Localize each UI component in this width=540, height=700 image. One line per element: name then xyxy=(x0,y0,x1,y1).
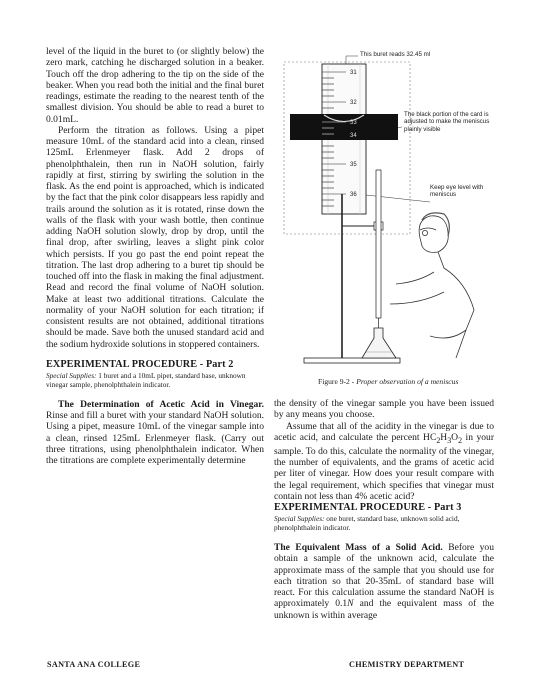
text-run: in your sample. To do this, calculate the normality of the vinegar, the number of equivalents, and the grams of acetic acid per liter of vinegar. How does your result compare with the legal requirement, which specifies that vinegar must contain not less than 4% acetic acid? xyxy=(274,431,494,502)
caption-text: Proper observation of a meniscus xyxy=(356,377,459,386)
right-column xyxy=(274,398,494,621)
subheading-acetic-acid: The Determination of Acetic Acid in Vinegar. xyxy=(58,398,264,410)
supplies-label: Special Supplies: xyxy=(46,370,97,380)
figure-caption xyxy=(318,377,458,386)
supplies-text: 1 buret and a 10mL pipet, standard base, unknown vinegar sample, phenolphthalein indicator. xyxy=(46,370,246,389)
heading-part-2: EXPERIMENTAL PROCEDURE - Part 2 xyxy=(46,358,234,370)
paragraph-density: the density of the vinegar sample you have been issued by any means you choose. xyxy=(274,398,494,421)
paragraph-acetic-acid xyxy=(46,399,264,467)
label-black-card: The black portion of the card is adjusted to make the meniscus plainly visible xyxy=(404,111,490,133)
paragraph-acetic-acid-text: Rinse and fill a buret with your standard NaOH solution. Using a pipet, measure 10mL of the vinegar sample into a clean, rinsed 125mL Erlenmeyer flask. (Carry out three titrations, using phenolphthalein indicator. When the titrations are complete experimentally determine xyxy=(46,410,264,466)
text-run: O xyxy=(451,431,459,443)
scale-number-35: 35 xyxy=(350,162,357,168)
special-supplies-part-3 xyxy=(274,514,494,532)
left-column xyxy=(46,46,264,466)
text-run: and the equivalent mass of the unknown is within average xyxy=(274,598,494,621)
footer-department: CHEMISTRY DEPARTMENT xyxy=(349,660,465,669)
subscript: 3 xyxy=(447,435,452,445)
subscript: 2 xyxy=(458,435,463,445)
paragraph-equivalent-mass xyxy=(274,542,494,621)
text-run: Before you obtain a sample of the unknown acid, calculate the approximate mass of the sample that you should use for each titration so that 20-35mL of standard base will react. For this calculation assume the standard NaOH is approximately 0.1 xyxy=(274,542,494,610)
special-supplies-part-2 xyxy=(46,371,264,389)
heading-part-3: EXPERIMENTAL PROCEDURE - Part 3 xyxy=(274,502,462,514)
supplies-text: one buret, standard base, unknown solid acid, phenolphthalein indicator. xyxy=(274,514,460,533)
italic-n: N xyxy=(347,598,354,610)
paragraph-buret-reading: level of the liquid in the buret to (or slightly below) the zero mark, catching he discharged solution in a beaker. Touch off the drop adhering to the tip on the side of the beaker. When you read both the initial and the final buret readings, estimate the reading to the nearest tenth of the smallest division. You should be able to read a buret to 0.01mL. xyxy=(46,46,265,125)
supplies-label: Special Supplies: xyxy=(274,514,325,524)
titration-illustration xyxy=(270,42,500,392)
paragraph-percent-acetic xyxy=(274,421,494,503)
subscript: 2 xyxy=(436,435,441,445)
subheading-equivalent-mass: The Equivalent Mass of a Solid Acid. xyxy=(274,542,443,554)
caption-prefix: Figure 9-2 - xyxy=(318,377,357,386)
text-run: H xyxy=(440,431,448,443)
paragraph-titration-procedure: Perform the titration as follows. Using a pipet measure 10mL of the standard acid into a clean, rinsed 125mL Erlenmeyer flask. Add 2 drops of phenolphthalein, then run in NaOH solution, fairly rapidly at first, stirring by swirling the solution in the flask. As the end point is approached, which is indicated by the fact that the pink color disappears less rapidly and trails around the solution as it is rotated, rinse down the walls of the flask with your wash bottle, then continue adding NaOH solution slowly, drop by drop, until the final drop, after swirling, leaves a slight pink color which persists. If you go past the end point repeat the titration. The last drop adhering to a buret tip should be touched off into the flask in making the final adjustment. Read and record the final volume of NaOH solution. Make at least two additional titrations. Calculate the normality of your NaOH solution for each titration; if consistent results are not obtained, additional titrations should be made. Save both the unused standard acid and the sodium hydroxide solutions in stoppered containers. xyxy=(46,124,264,350)
scale-number-34: 34 xyxy=(350,133,357,139)
footer-college: SANTA ANA COLLEGE xyxy=(47,660,141,669)
scale-number-31: 31 xyxy=(350,70,357,76)
label-buret-reads: This buret reads 32.45 ml xyxy=(360,51,431,58)
scale-number-36: 36 xyxy=(350,192,357,198)
meniscus-figure xyxy=(270,42,500,392)
label-eye-level: Keep eye level with meniscus xyxy=(430,184,484,199)
text-run: Assume that all of the acidity in the vinegar is due to acetic acid, and calculate the percent HC xyxy=(274,420,494,443)
scale-number-32: 32 xyxy=(350,100,357,106)
scale-number-33: 33 xyxy=(350,120,357,126)
